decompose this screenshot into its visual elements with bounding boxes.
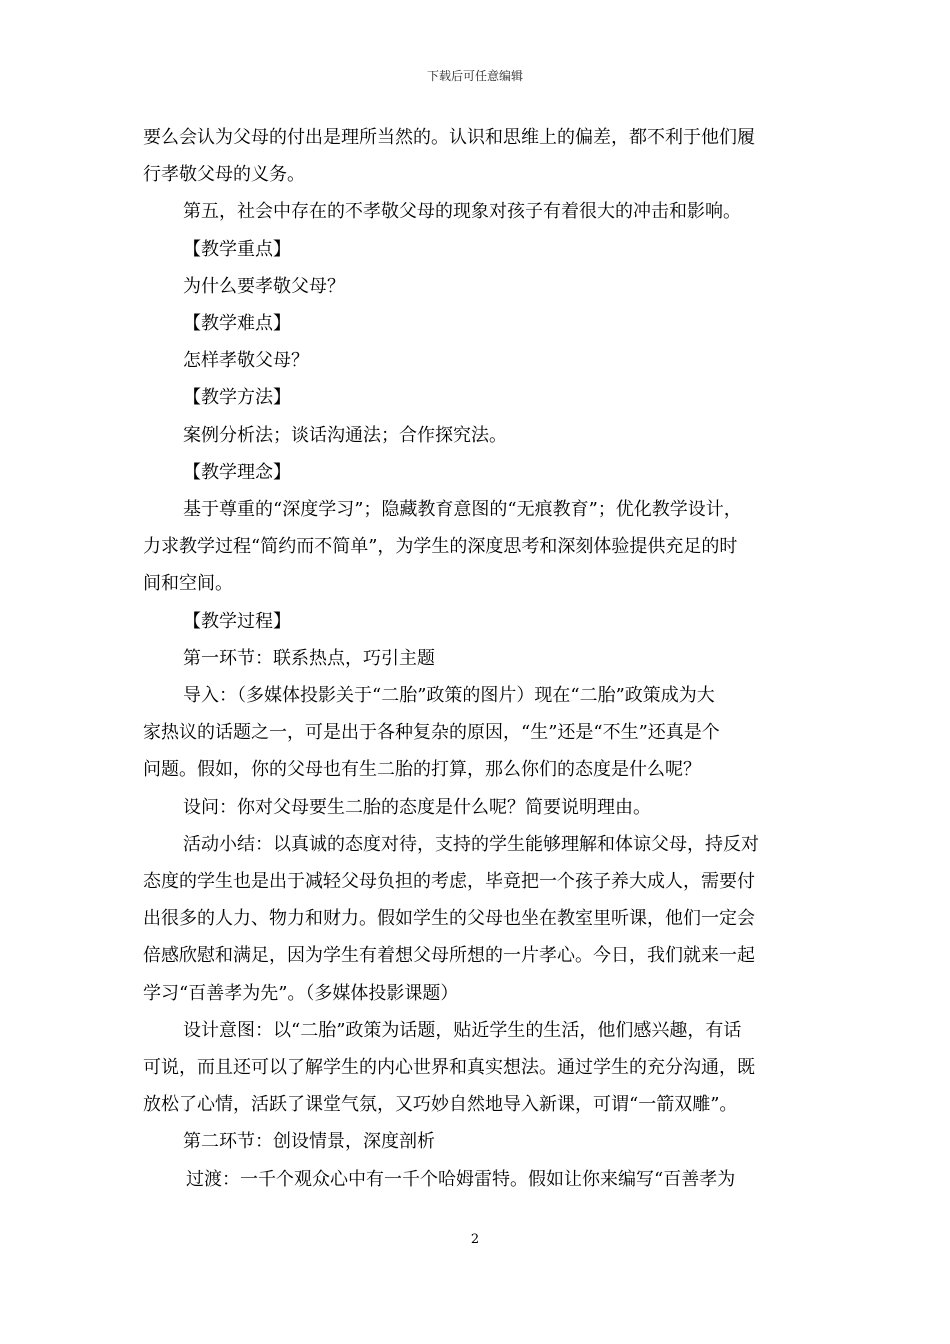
paragraph-line: 第一环节：联系热点，巧引主题 xyxy=(183,647,435,669)
paragraph-line: 案例分析法；谈话沟通法；合作探究法。 xyxy=(183,424,507,446)
page-number: 2 xyxy=(470,1232,480,1247)
section-heading: 【教学难点】 xyxy=(183,313,291,335)
paragraph-line: 为什么要孝敬父母？ xyxy=(183,275,345,297)
section-heading: 【教学过程】 xyxy=(183,610,291,632)
paragraph-line: 态度的学生也是出于减轻父母负担的考虑，毕竟把一个孩子养大成人，需要付 xyxy=(143,871,755,893)
paragraph-line: 放松了心情，活跃了课堂气氛，又巧妙自然地导入新课，可谓“一箭双雕”。 xyxy=(143,1094,738,1116)
paragraph-line: 过渡：一千个观众心中有一千个哈姆雷特。假如让你来编写“百善孝为 xyxy=(186,1168,736,1190)
paragraph-line: 问题。假如，你的父母也有生二胎的打算，那么你们的态度是什么呢？ xyxy=(143,759,701,781)
paragraph-line: 力求教学过程“简约而不简单”，为学生的深度思考和深刻体验提供充足的时 xyxy=(143,536,738,558)
paragraph-line: 怎样孝敬父母？ xyxy=(183,350,309,372)
paragraph-line: 学习“百善孝为先”。（多媒体投影课题） xyxy=(143,982,459,1004)
paragraph-line: 家热议的话题之一，可是出于各种复杂的原因，“生”还是“不生”还真是个 xyxy=(143,722,720,744)
paragraph-line: 导入：（多媒体投影关于“二胎”政策的图片）现在“二胎”政策成为大 xyxy=(183,685,715,707)
paragraph-line: 出很多的人力、物力和财力。假如学生的父母也坐在教室里听课，他们一定会 xyxy=(143,908,755,930)
paragraph-line: 行孝敬父母的义务。 xyxy=(143,164,305,186)
paragraph-line: 要么会认为父母的付出是理所当然的。认识和思维上的偏差，都不利于他们履 xyxy=(143,127,755,148)
paragraph-line: 活动小结：以真诚的态度对待，支持的学生能够理解和体谅父母，持反对 xyxy=(183,833,759,855)
paragraph-line: 倍感欣慰和满足，因为学生有着想父母所想的一片孝心。今日，我们就来一起 xyxy=(143,945,755,967)
section-heading: 【教学方法】 xyxy=(183,387,291,409)
paragraph-line: 设计意图：以“二胎”政策为话题，贴近学生的生活，他们感兴趣，有话 xyxy=(183,1019,742,1041)
paragraph-line: 第五，社会中存在的不孝敬父母的现象对孩子有着很大的冲击和影响。 xyxy=(183,201,741,223)
paragraph-line: 间和空间。 xyxy=(143,573,233,595)
page-header: 下载后可任意编辑 xyxy=(426,69,523,83)
paragraph-line: 基于尊重的“深度学习”；隐藏教育意图的“无痕教育”；优化教学设计， xyxy=(183,499,742,521)
paragraph-line: 第二环节：创设情景，深度剖析 xyxy=(183,1131,435,1153)
document-body xyxy=(143,119,813,1198)
paragraph-line: 设问：你对父母要生二胎的态度是什么呢？简要说明理由。 xyxy=(183,796,651,818)
paragraph-line: 可说，而且还可以了解学生的内心世界和真实想法。通过学生的充分沟通，既 xyxy=(143,1057,755,1079)
section-heading: 【教学理念】 xyxy=(183,461,291,483)
section-heading: 【教学重点】 xyxy=(183,238,291,260)
